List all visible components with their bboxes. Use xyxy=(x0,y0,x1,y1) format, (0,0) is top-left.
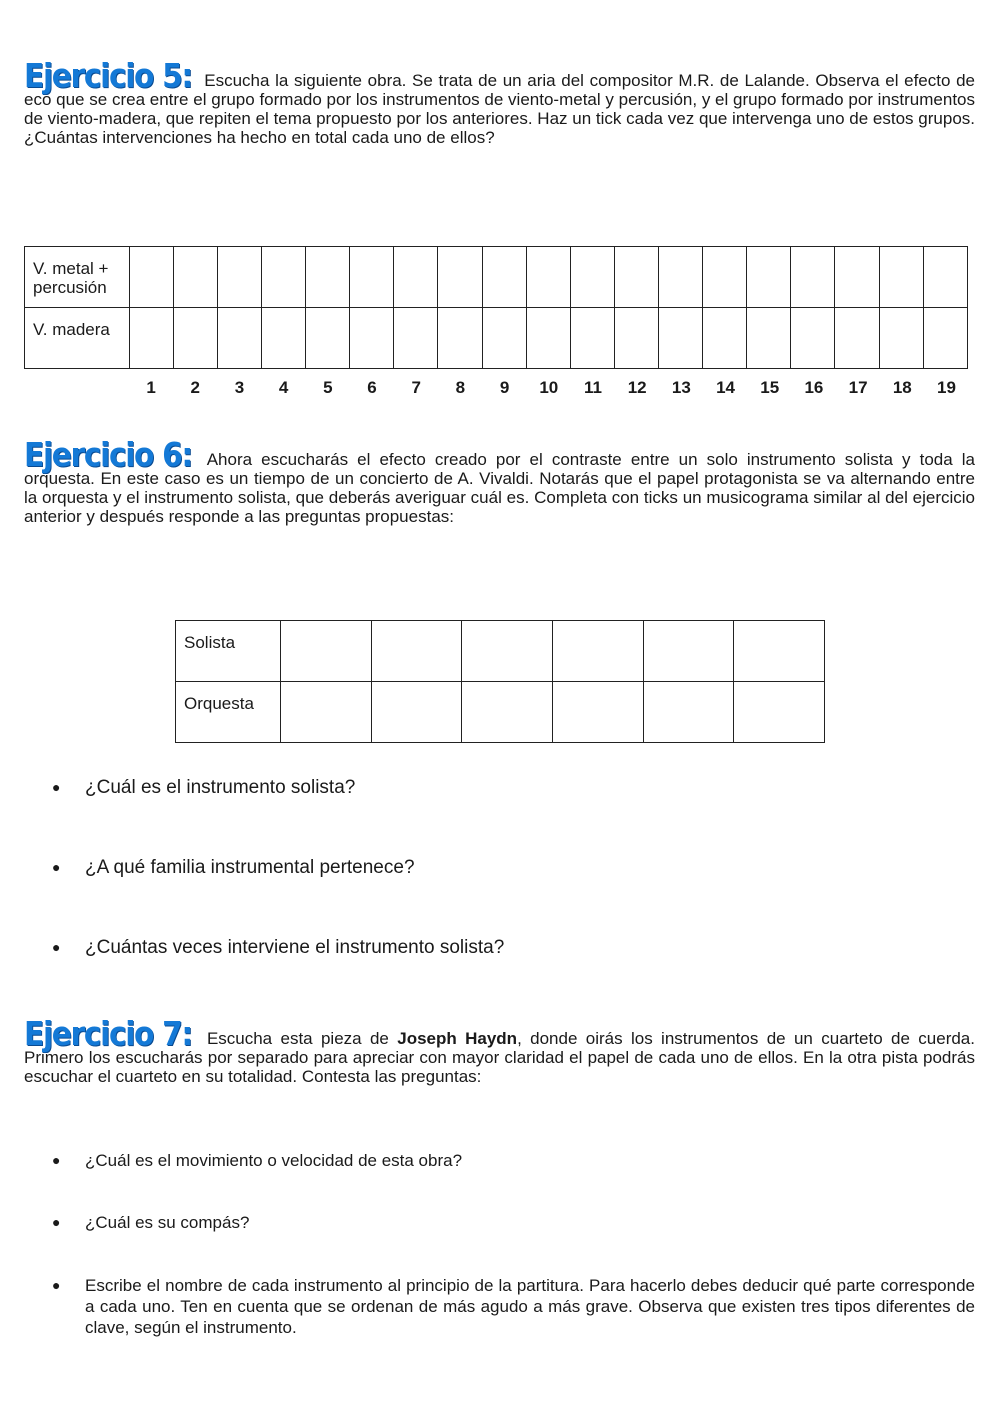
exercise-7-paragraph xyxy=(24,1014,975,1086)
question-text: ¿Cuál es el movimiento o velocidad de esta obra? xyxy=(85,1151,463,1170)
list-item xyxy=(52,1150,975,1171)
table-row xyxy=(25,247,968,308)
answer-cell[interactable] xyxy=(614,308,658,369)
answer-cell[interactable] xyxy=(371,682,462,743)
answer-cell[interactable] xyxy=(306,247,350,308)
question-text: ¿A qué familia instrumental pertenece? xyxy=(85,857,415,878)
answer-cell[interactable] xyxy=(438,247,482,308)
answer-cell[interactable] xyxy=(879,308,923,369)
bullet-icon: ● xyxy=(52,939,61,955)
answer-cell[interactable] xyxy=(262,247,306,308)
column-number: 8 xyxy=(455,378,466,397)
column-number: 19 xyxy=(937,378,956,397)
answer-cell[interactable] xyxy=(570,308,614,369)
answer-cell[interactable] xyxy=(526,308,570,369)
column-number: 10 xyxy=(539,378,559,397)
exercise-7-text-before: Escucha esta pieza de xyxy=(206,1029,398,1048)
row-label-orquesta: Orquesta xyxy=(176,682,281,743)
answer-cell[interactable] xyxy=(643,621,734,682)
exercise-6-paragraph xyxy=(24,435,975,526)
answer-cell[interactable] xyxy=(570,247,614,308)
answer-cell[interactable] xyxy=(217,247,261,308)
row-label-solista: Solista xyxy=(176,621,281,682)
column-number: 5 xyxy=(323,378,333,397)
table-row xyxy=(176,682,825,743)
solo-orchestra-table xyxy=(175,620,825,743)
column-number: 2 xyxy=(190,378,201,397)
bullet-icon: ● xyxy=(52,859,61,875)
answer-cell[interactable] xyxy=(734,621,825,682)
answer-cell[interactable] xyxy=(703,308,747,369)
column-number: 11 xyxy=(583,378,602,397)
answer-cell[interactable] xyxy=(552,621,643,682)
list-item xyxy=(52,1212,975,1233)
answer-cell[interactable] xyxy=(350,308,394,369)
answer-cell[interactable] xyxy=(280,621,371,682)
exercise-7-title: Ejercicio 7: xyxy=(24,1014,192,1053)
table-row xyxy=(25,308,968,369)
answer-cell[interactable] xyxy=(835,247,879,308)
exercise-6 xyxy=(24,435,975,526)
column-number: 4 xyxy=(278,378,289,397)
answer-cell[interactable] xyxy=(262,308,306,369)
table-row xyxy=(176,621,825,682)
answer-cell[interactable] xyxy=(129,247,173,308)
column-number: 3 xyxy=(234,378,245,397)
answer-cell[interactable] xyxy=(659,308,703,369)
answer-cell[interactable] xyxy=(129,308,173,369)
row-label-madera: V. madera xyxy=(25,308,130,369)
column-number: 16 xyxy=(804,378,824,397)
bullet-icon: ● xyxy=(52,1152,61,1168)
answer-cell[interactable] xyxy=(173,308,217,369)
answer-cell[interactable] xyxy=(659,247,703,308)
answer-cell[interactable] xyxy=(350,247,394,308)
answer-cell[interactable] xyxy=(173,247,217,308)
answer-cell[interactable] xyxy=(879,247,923,308)
column-number: 9 xyxy=(499,378,510,397)
column-number: 6 xyxy=(367,378,377,397)
exercise-5 xyxy=(24,56,975,147)
column-number: 15 xyxy=(760,378,780,397)
column-number: 18 xyxy=(892,378,912,397)
composer-name: Joseph Haydn xyxy=(397,1029,518,1048)
list-item xyxy=(52,937,975,958)
answer-cell[interactable] xyxy=(703,247,747,308)
answer-cell[interactable] xyxy=(371,621,462,682)
answer-cell[interactable] xyxy=(747,308,791,369)
answer-cell[interactable] xyxy=(835,308,879,369)
answer-cell[interactable] xyxy=(643,682,734,743)
answer-cell[interactable] xyxy=(280,682,371,743)
column-number: 14 xyxy=(716,378,735,397)
answer-cell[interactable] xyxy=(791,247,835,308)
answer-cell[interactable] xyxy=(217,308,261,369)
answer-cell[interactable] xyxy=(462,682,553,743)
answer-cell[interactable] xyxy=(614,247,658,308)
question-text: ¿Cuántas veces interviene el instrumento solista? xyxy=(85,937,505,958)
bullet-icon: ● xyxy=(52,1277,61,1293)
answer-cell[interactable] xyxy=(394,247,438,308)
question-text: ¿Cuál es el instrumento solista? xyxy=(85,777,356,798)
list-item xyxy=(52,857,975,878)
answer-cell[interactable] xyxy=(923,308,967,369)
answer-cell[interactable] xyxy=(438,308,482,369)
exercise-7-text-after: , donde oirás los instrumentos de un cuarteto de cuerda. Primero los escucharás por separado para apreciar con mayor claridad el papel de cada uno de ellos. En la otra pista podrás escuchar el cuarteto en su totalidad. Contesta las preguntas: xyxy=(24,1029,975,1086)
answer-cell[interactable] xyxy=(462,621,553,682)
question-text: Escribe el nombre de cada instrumento al principio de la partitura. Para hacerlo debes deducir qué parte corresponde a cada uno. Ten en cuenta que se ordenan de más agudo a más grave. Observa que existen tres tipos diferentes de clave, según el instrumento. xyxy=(85,1276,975,1337)
column-number: 13 xyxy=(671,378,691,397)
column-number: 7 xyxy=(411,378,421,397)
list-item xyxy=(52,1275,975,1338)
bullet-icon: ● xyxy=(52,1214,61,1230)
exercise-6-title: Ejercicio 6: xyxy=(24,435,192,474)
answer-cell[interactable] xyxy=(306,308,350,369)
column-numbers xyxy=(129,378,969,398)
answer-cell[interactable] xyxy=(734,682,825,743)
exercise-6-text: Ahora escucharás el efecto creado por el contraste entre un solo instrumento solista y toda la orquesta. En este caso es un tiempo de un concierto de A. Vivaldi. Notarás que el papel protagonista se va alternando entre la orquesta y el instrumento solista, que deberás averiguar cuál es. Completa con ticks un musicograma similar al del ejercicio anterior y después responde a las preguntas propuestas: xyxy=(24,450,975,526)
column-number: 17 xyxy=(848,378,868,397)
list-item xyxy=(52,777,975,798)
answer-cell[interactable] xyxy=(394,308,438,369)
answer-cell[interactable] xyxy=(923,247,967,308)
exercise-7 xyxy=(24,1014,975,1086)
question-text: ¿Cuál es su compás? xyxy=(85,1213,250,1232)
echo-table xyxy=(24,246,968,369)
answer-cell[interactable] xyxy=(482,247,526,308)
answer-cell[interactable] xyxy=(482,308,526,369)
exercise-5-paragraph xyxy=(24,56,975,147)
column-number: 1 xyxy=(146,378,156,397)
row-label-metal: V. metal + percusión xyxy=(25,247,130,308)
answer-cell[interactable] xyxy=(791,308,835,369)
exercise-5-text: Escucha la siguiente obra. Se trata de un aria del compositor M.R. de Lalande. Observa el efecto de eco que se crea entre el grupo formado por los instrumentos de viento-metal y percusión, y el grupo formado por instrumentos de viento-madera, que repiten el tema propuesto por los anteriores. Haz un tick cada vez que intervenga uno de estos grupos. ¿Cuántas intervenciones ha hecho en total cada uno de ellos? xyxy=(24,71,975,147)
answer-cell[interactable] xyxy=(526,247,570,308)
exercise-5-title: Ejercicio 5: xyxy=(24,56,192,95)
column-number: 12 xyxy=(627,378,647,397)
answer-cell[interactable] xyxy=(552,682,643,743)
bullet-icon: ● xyxy=(52,779,61,795)
answer-cell[interactable] xyxy=(747,247,791,308)
